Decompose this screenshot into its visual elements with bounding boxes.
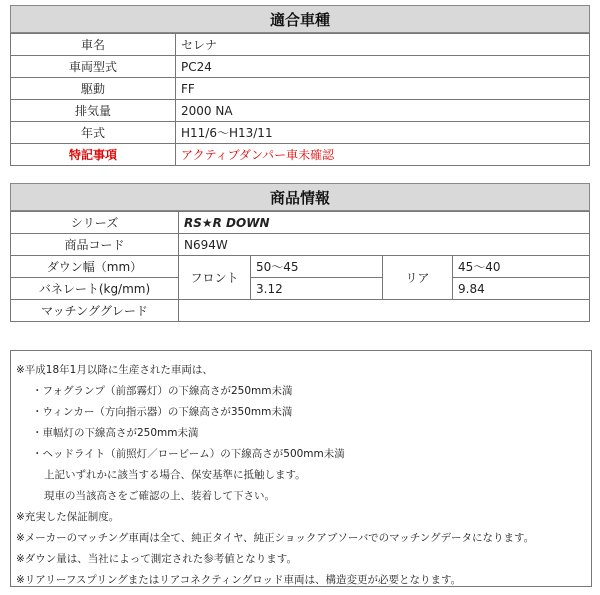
front-down-value: 50〜45	[251, 256, 383, 278]
code-label: 商品コード	[11, 234, 179, 256]
special-label: 特記事項	[11, 144, 176, 166]
row-label: 年式	[11, 122, 176, 144]
product-table	[10, 211, 590, 322]
table-row	[11, 300, 590, 322]
table-row	[11, 56, 590, 78]
note-line: 現車の当該高さをご確認の上、装着して下さい。	[44, 490, 275, 502]
note-line: ※ダウン量は、当社によって測定された参考値となります。	[16, 553, 297, 565]
rear-down-value: 45〜40	[453, 256, 590, 278]
note-line: ・フォグランプ（前部霧灯）の下線高さが250mm未満	[32, 385, 293, 397]
grade-label: マッチンググレード	[11, 300, 179, 322]
section-title-product: 商品情報	[10, 183, 590, 211]
rear-label: リア	[383, 256, 453, 300]
table-row	[11, 34, 590, 56]
note-line: ・ウィンカー（方向指示器）の下線高さが350mm未満	[32, 406, 293, 418]
note-line: 上記いずれかに該当する場合、保安基準に抵触します。	[44, 469, 306, 481]
row-value: 2000 NA	[176, 100, 590, 122]
table-row	[11, 278, 590, 300]
row-value: FF	[176, 78, 590, 100]
note-line: ・ヘッドライト（前照灯／ロービーム）の下線高さが500mm未満	[32, 448, 345, 460]
row-label: 駆動	[11, 78, 176, 100]
table-row-special	[11, 144, 590, 166]
down-label: ダウン幅（mm）	[11, 256, 179, 278]
row-label: 車両型式	[11, 56, 176, 78]
row-value: PC24	[176, 56, 590, 78]
note-line: ※充実した保証制度。	[16, 511, 120, 523]
row-value: セレナ	[176, 34, 590, 56]
front-rate-value: 3.12	[251, 278, 383, 300]
note-line: ・車幅灯の下線高さが250mm未満	[32, 427, 199, 439]
series-label: シリーズ	[11, 212, 179, 234]
table-row	[11, 122, 590, 144]
spring-label: バネレート(kg/mm)	[11, 278, 179, 300]
grade-value	[179, 300, 590, 322]
rear-rate-value: 9.84	[453, 278, 590, 300]
note-line: ※リアリーフスプリングまたはリアコネクティングロッド車両は、構造変更が必要となります。	[16, 574, 462, 586]
code-value: N694W	[179, 234, 590, 256]
table-row	[11, 78, 590, 100]
row-label: 排気量	[11, 100, 176, 122]
note-line: ※平成18年1月以降に生産された車両は、	[16, 364, 213, 376]
series-value: RS★R DOWN	[179, 212, 590, 234]
row-value: H11/6〜H13/11	[176, 122, 590, 144]
notes-box	[10, 350, 592, 587]
table-row	[11, 234, 590, 256]
section-title-fitment: 適合車種	[10, 5, 590, 33]
table-row	[11, 256, 590, 278]
table-row	[11, 100, 590, 122]
row-label: 車名	[11, 34, 176, 56]
table-row	[11, 212, 590, 234]
fitment-table	[10, 33, 590, 166]
note-line: ※メーカーのマッチング車両は全て、純正タイヤ、純正ショックアブソーバでのマッチングデータになります。	[16, 532, 535, 544]
special-value: アクティブダンパー車未確認	[176, 144, 590, 166]
front-label: フロント	[179, 256, 251, 300]
